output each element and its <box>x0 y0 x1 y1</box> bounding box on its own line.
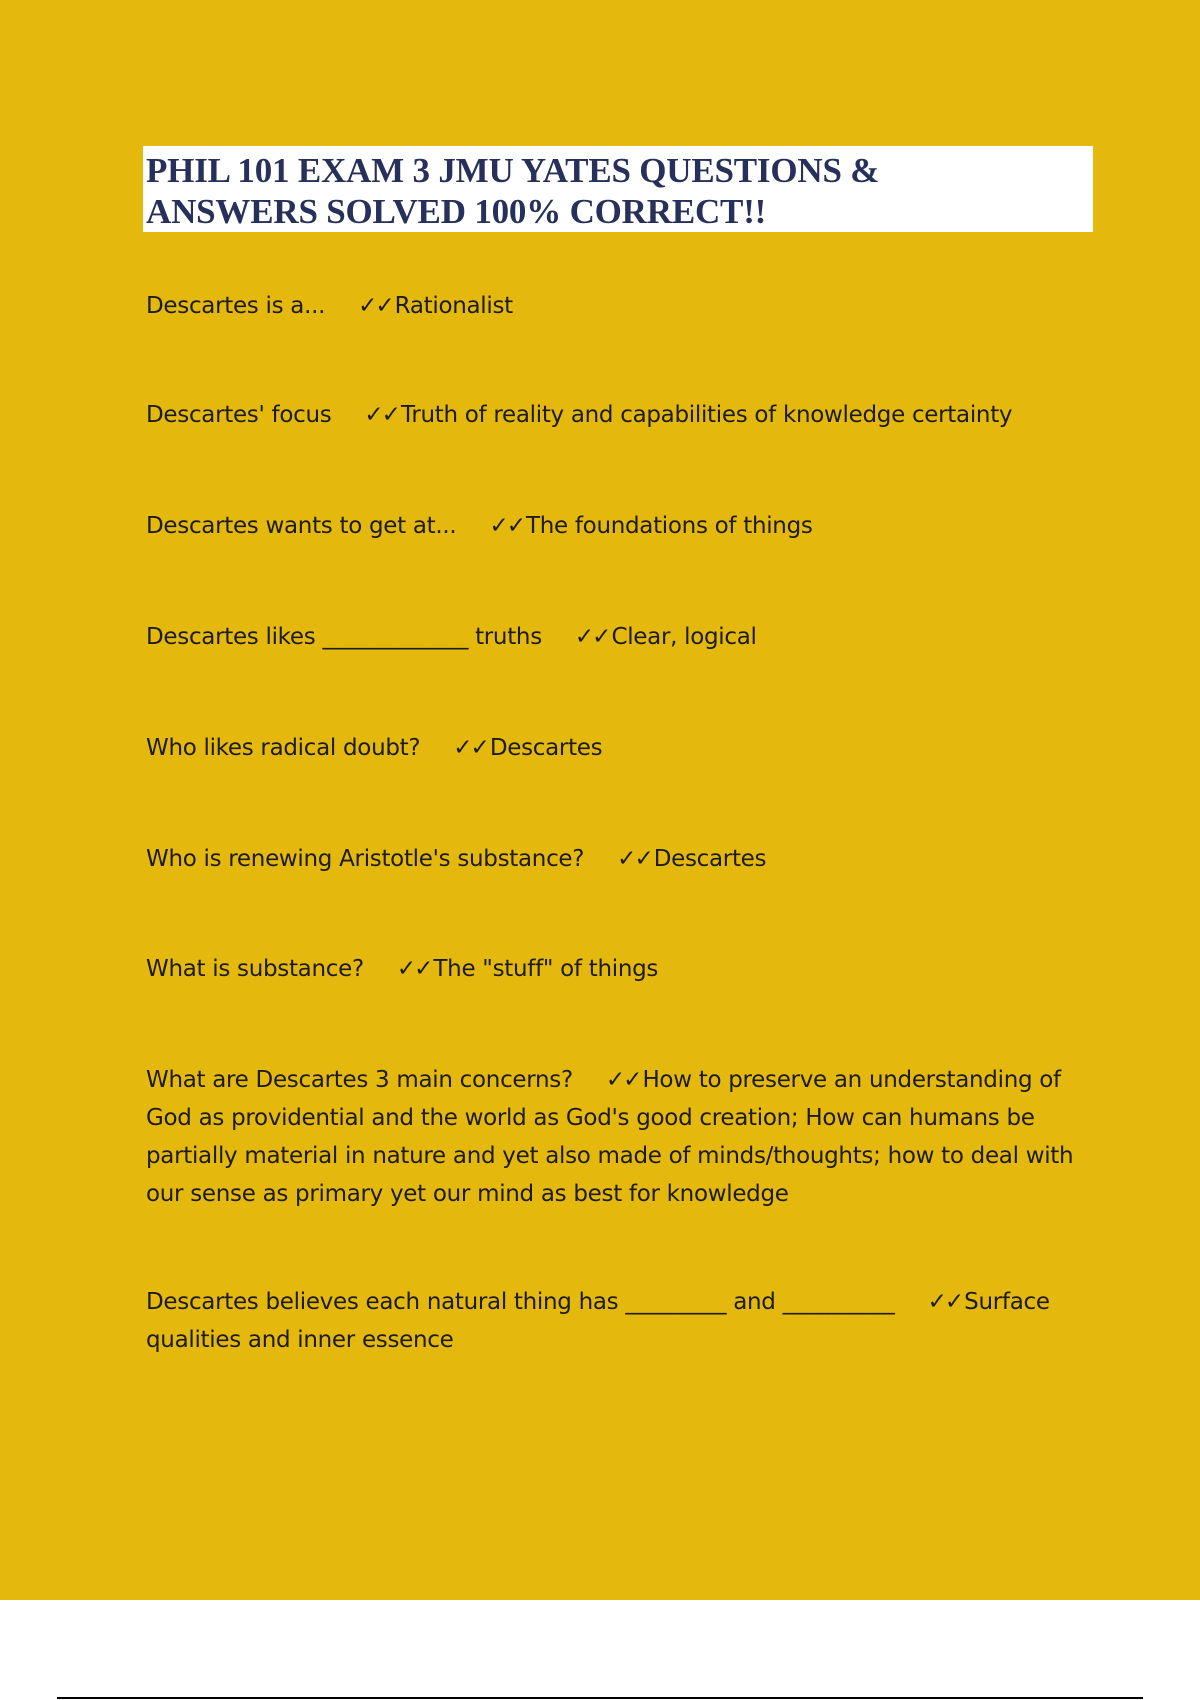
question-text-part-1: Descartes likes <box>146 624 316 650</box>
qa-item-8 <box>146 1061 1086 1213</box>
qa-item-5 <box>146 729 1086 767</box>
answer-text: Truth of reality and capabilities of knowledge certainty <box>400 402 1013 428</box>
check-mark-icon: ✓✓ <box>396 956 432 982</box>
fill-in-blank-1: _________ <box>625 1289 727 1315</box>
qa-item-9 <box>146 1283 1086 1359</box>
question-text: Who is renewing Aristotle's substance? <box>146 846 585 872</box>
qa-item-3 <box>146 507 1086 545</box>
answer-text: Clear, logical <box>611 624 757 650</box>
answer-text: The foundations of things <box>525 513 813 539</box>
check-mark-icon: ✓✓ <box>453 735 488 761</box>
question-text: What is substance? <box>146 956 364 982</box>
question-text: What are Descartes 3 main concerns? <box>146 1067 573 1093</box>
fill-in-blank-2: __________ <box>782 1289 895 1315</box>
answer-text: Surface qualities and inner essence <box>146 1289 1050 1353</box>
qa-item-2 <box>146 396 1086 434</box>
check-mark-icon: ✓✓ <box>617 846 652 872</box>
question-text-part-1: Descartes believes each natural thing has <box>146 1289 619 1315</box>
check-mark-icon: ✓✓ <box>927 1289 963 1315</box>
title-box <box>143 146 1093 232</box>
question-text: Descartes' focus <box>146 402 332 428</box>
check-mark-icon: ✓✓ <box>364 402 399 428</box>
check-mark-icon: ✓✓ <box>489 513 524 539</box>
check-mark-icon: ✓✓ <box>574 624 610 650</box>
fill-in-blank: _____________ <box>322 624 469 650</box>
check-mark-icon: ✓✓ <box>358 293 393 319</box>
footer-divider <box>57 1697 1143 1699</box>
answer-text: Descartes <box>653 846 767 872</box>
check-mark-icon: ✓✓ <box>605 1067 641 1093</box>
document-title <box>146 150 1089 232</box>
qa-item-7 <box>146 950 1086 988</box>
title-line-2: ANSWERS SOLVED 100% CORRECT!! <box>146 192 767 231</box>
question-text-part-2: truths <box>475 624 542 650</box>
question-text: Descartes wants to get at... <box>146 513 457 539</box>
title-line-1: PHIL 101 EXAM 3 JMU YATES QUESTIONS & <box>146 151 880 190</box>
qa-item-1 <box>146 287 1086 325</box>
answer-text: How to preserve an understanding of God as providential and the world as God's good creation; How can humans be partially material in nature and yet also made of minds/thoughts; how to deal with our sense as primary yet our mind as best for knowledge <box>146 1067 1074 1207</box>
qa-item-4 <box>146 618 1086 656</box>
question-text-part-2: and <box>733 1289 776 1315</box>
question-text: Who likes radical doubt? <box>146 735 421 761</box>
qa-item-6 <box>146 840 1086 878</box>
answer-text: Descartes <box>489 735 603 761</box>
answer-text: The "stuff" of things <box>433 956 659 982</box>
answer-text: Rationalist <box>394 293 513 319</box>
question-text: Descartes is a... <box>146 293 326 319</box>
